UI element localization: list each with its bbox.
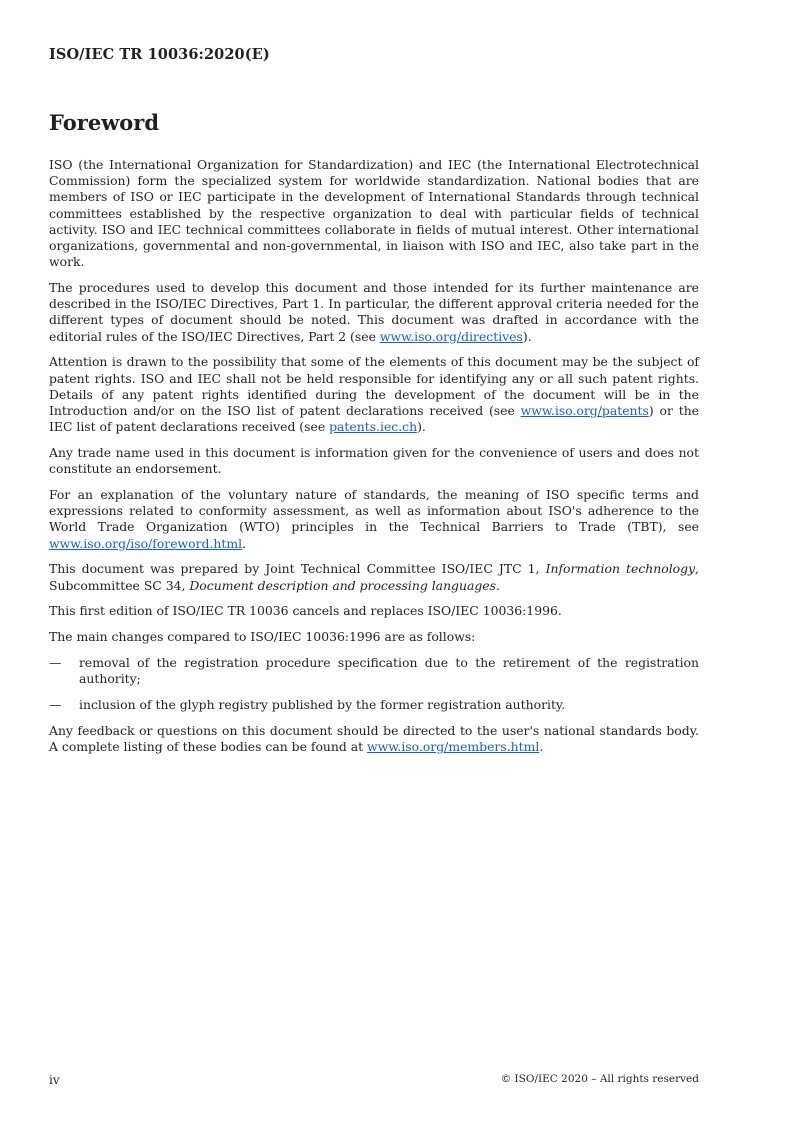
paragraph-organizations: ISO (the International Organization for Standardization) and IEC (the International Electrotechnical Commission) form the specialized system for worldwide standardization. National bodies that are members of ISO or IEC participate in the development of International Standards through technical committees established by the respective organization to deal with particular fields of technical activity. ISO and IEC technical committees collaborate in fields of mutual interest. Other international organizations, governmental and non-governmental, in liaison with ISO and IEC, also take part in the work.: [49, 157, 699, 270]
list-item-text: inclusion of the glyph registry published by the former registration authority.: [79, 697, 566, 713]
iec-patents-link[interactable]: patents.iec.ch: [329, 419, 418, 435]
text-span: The procedures used to develop this document and those intended for its further maintenance are described in the ISO/IEC Directives, Part 1. In particular, the different approval criteria needed for the different types of document should be noted. This document was drafted in accordance with the editorial rules of the ISO/IEC Directives, Part 2 (see: [49, 280, 699, 344]
text-span: .: [242, 535, 247, 551]
paragraph-trade-name: Any trade name used in this document is information given for the convenience of users and does not constitute an endorsement.: [49, 445, 699, 477]
paragraph-procedures: [49, 280, 699, 345]
foreword-link[interactable]: www.iso.org/iso/foreword.html: [49, 535, 243, 551]
text-span: .: [495, 577, 500, 593]
paragraph-feedback: [49, 723, 699, 755]
text-span: For an explanation of the voluntary nature of standards, the meaning of ISO specific terms and expressions related to conformity assessment, as well as information about ISO's adherence to the World Trade Organization (WTO) principles in the Technical Barriers to Trade (TBT), see: [49, 487, 699, 535]
text-span: ).: [417, 419, 426, 435]
paragraph-prepared-by: [49, 561, 699, 593]
foreword-body: [49, 157, 699, 765]
subcommittee-title: Document description and processing languages: [189, 577, 496, 593]
dash-bullet: —: [49, 697, 62, 713]
text-span: This document was prepared by Joint Technical Committee ISO/IEC JTC 1,: [49, 561, 546, 577]
list-item: [49, 697, 699, 713]
dash-bullet: —: [49, 655, 62, 671]
text-span: .: [539, 739, 544, 755]
page-title: Foreword: [49, 110, 160, 135]
text-span: Attention is drawn to the possibility that some of the elements of this document may be the subject of patent rights. ISO and IEC shall not be held responsible for identifying any or all such patent rights. Details of any patent rights identified during the development of the document will be in the Introduction and/or on the ISO list of patent declarations received (see: [49, 354, 699, 419]
iso-patents-link[interactable]: www.iso.org/patents: [520, 403, 649, 419]
page-number: iv: [49, 1073, 60, 1087]
text-span: ).: [522, 328, 532, 344]
text-span: ) or the IEC list of patent declarations received (see: [49, 403, 700, 435]
directives-link[interactable]: www.iso.org/directives: [379, 328, 523, 344]
paragraph-edition: This first edition of ISO/IEC TR 10036 cancels and replaces ISO/IEC 10036:1996.: [49, 603, 562, 619]
members-link[interactable]: www.iso.org/members.html: [367, 739, 540, 755]
paragraph-changes-intro: The main changes compared to ISO/IEC 10036:1996 are as follows:: [49, 629, 476, 645]
paragraph-voluntary-nature: [49, 487, 699, 552]
paragraph-patents: [49, 354, 699, 435]
list-item-text: removal of the registration procedure specification due to the retirement of the registration authority;: [79, 655, 699, 687]
committee-title: Information technology: [545, 561, 696, 577]
document-header: ISO/IEC TR 10036:2020(E): [49, 46, 270, 63]
text-span: Any feedback or questions on this document should be directed to the user's national standards body. A complete listing of these bodies can be found at: [49, 722, 699, 755]
copyright-notice: © ISO/IEC 2020 – All rights reserved: [500, 1073, 699, 1085]
text-span: , Subcommittee SC 34,: [49, 561, 699, 593]
list-item: [49, 655, 699, 687]
